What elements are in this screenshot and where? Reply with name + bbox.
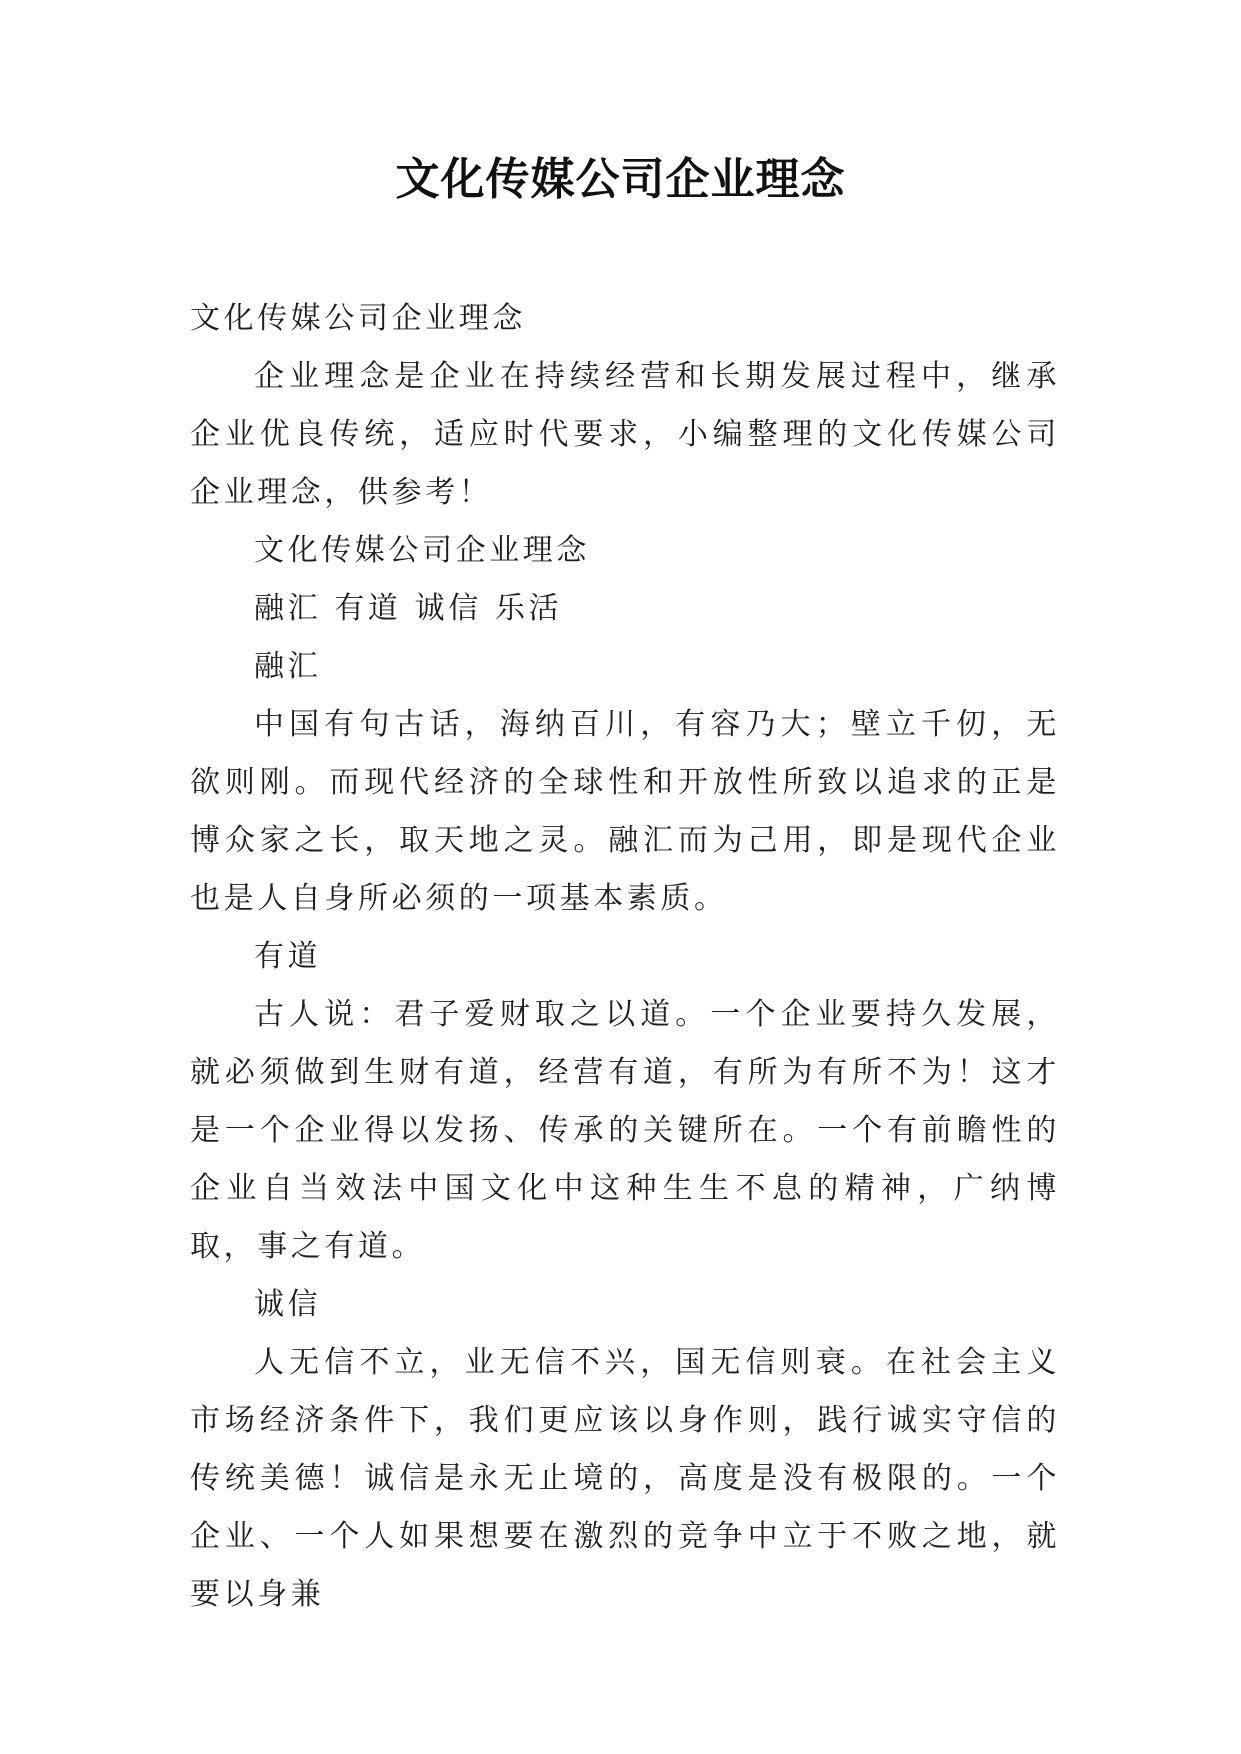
subheading-youdao: 有道: [254, 939, 322, 974]
motto-line: 融汇 有道 诚信 乐活: [254, 591, 563, 626]
intro-heading: 文化传媒公司企业理念: [190, 301, 526, 336]
document-title: 文化传媒公司企业理念: [395, 154, 846, 205]
subheading-chengxin: 诚信: [254, 1287, 322, 1322]
section-heading: 文化传媒公司企业理念: [254, 533, 590, 568]
intro-paragraph: 企业理念是企业在持续经营和长期发展过程中，继承企业优良传统，适应时代要求，小编整理的文化传媒公司企业理念，供参考！: [190, 359, 1060, 510]
subheading-ronghui: 融汇: [254, 649, 322, 684]
document-body: [190, 290, 1060, 1624]
paragraph-ronghui: 中国有句古话，海纳百川，有容乃大；壁立千仞，无欲则刚。而现代经济的全球性和开放性所致以追求的正是博众家之长，取天地之灵。融汇而为己用，即是现代企业也是人自身所必须的一项基本素质。: [190, 707, 1060, 916]
paragraph-youdao: 古人说：君子爱财取之以道。一个企业要持久发展，就必须做到生财有道，经营有道，有所为有所不为！这才是一个企业得以发扬、传承的关键所在。一个有前瞻性的企业自当效法中国文化中这种生生不息的精神，广纳博取，事之有道。: [190, 997, 1060, 1264]
paragraph-chengxin: 人无信不立，业无信不兴，国无信则衰。在社会主义市场经济条件下，我们更应该以身作则，践行诚实守信的传统美德！诚信是永无止境的，高度是没有极限的。一个企业、一个人如果想要在激烈的竞争中立于不败之地，就要以身兼: [190, 1345, 1060, 1612]
